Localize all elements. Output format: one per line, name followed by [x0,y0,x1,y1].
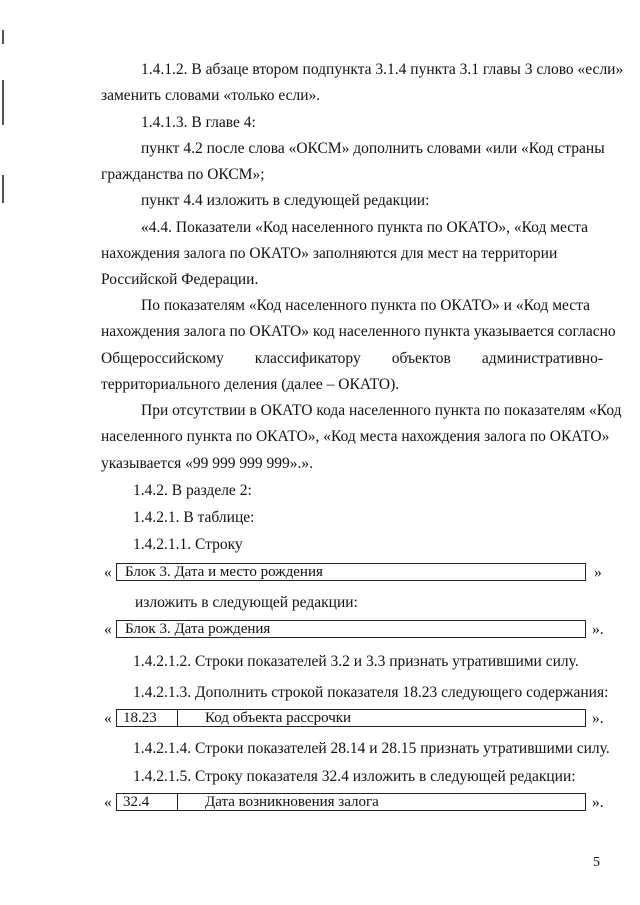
table-row [116,620,586,638]
justified-line [101,349,603,368]
table-row [116,563,586,581]
open-quote: « [104,710,112,727]
paragraph-line: населенного пункта по ОКАТО», «Код места нахождения залога по ОКАТО» [101,428,610,445]
open-quote: « [104,621,112,638]
cell-divider [177,794,178,810]
paragraph-line: нахождения залога по ОКАТО» заполняются для мест на территории [101,245,558,262]
table-cell: 32.4 [123,794,150,810]
word: Общероссийскому [101,350,224,367]
paragraph-line: 1.4.1.2. В абзаце втором подпункта 3.1.4 пункта 3.1 главы 3 слово «если» [141,61,624,78]
paragraph-line: изложить в следующей редакции: [135,594,358,611]
margin-mark [2,80,4,125]
paragraph-line: пункт 4.4 изложить в следующей редакции: [141,192,430,209]
table-cell: Блок 3. Дата и место рождения [125,564,323,580]
paragraph-line: Российской Федерации. [101,271,259,288]
close-quote: ». [592,621,604,638]
paragraph-line: 1.4.2.1.4. Строки показателей 28.14 и 28.15 признать утратившими силу. [133,740,610,757]
paragraph-line: нахождения залога по ОКАТО» код населенного пункта указывается согласно [101,323,616,340]
paragraph-line: указывается «99 999 999 999».». [101,455,314,472]
cell-divider [177,710,178,726]
paragraph-line: пункт 4.2 после слова «ОКСМ» дополнить словами «или «Код страны [141,140,605,157]
table-cell: Код объекта рассрочки [205,710,352,726]
word: классификатору [254,350,361,367]
paragraph-line: «4.4. Показатели «Код населенного пункта по ОКАТО», «Код места [141,219,589,236]
close-quote: ». [592,794,604,811]
paragraph-line: 1.4.2. В разделе 2: [133,482,252,499]
margin-mark [2,30,4,44]
word: административно- [481,350,603,367]
close-quote: » [594,564,602,581]
paragraph-line: По показателям «Код населенного пункта по ОКАТО» и «Код места [141,297,590,314]
paragraph-line: 1.4.2.1.1. Строку [133,536,243,553]
paragraph-line: 1.4.2.1. В таблице: [133,509,255,526]
paragraph-line: 1.4.1.3. В главе 4: [141,114,256,131]
close-quote: ». [592,710,604,727]
table-cell: Блок 3. Дата рождения [125,621,271,637]
open-quote: « [104,564,112,581]
paragraph-line: заменить словами «только если». [101,87,321,104]
table-row [116,709,586,727]
paragraph-line: территориального деления (далее – ОКАТО). [101,376,400,393]
paragraph-line: 1.4.2.1.3. Дополнить строкой показателя 18.23 следующего содержания: [133,684,609,701]
page-number: 5 [593,855,600,870]
paragraph-line: 1.4.2.1.5. Строку показателя 32.4 изложить в следующей редакции: [133,768,576,785]
word: объектов [391,350,451,367]
table-cell: Дата возникновения залога [205,794,379,810]
margin-mark [2,175,4,203]
paragraph-line: При отсутствии в ОКАТО кода населенного пункта по показателям «Код [141,402,622,419]
open-quote: « [104,794,112,811]
table-cell: 18.23 [123,710,157,726]
paragraph-line: гражданства по ОКСМ»; [101,166,265,183]
paragraph-line: 1.4.2.1.2. Строки показателей 3.2 и 3.3 признать утратившими силу. [133,653,579,670]
table-row [116,793,586,811]
